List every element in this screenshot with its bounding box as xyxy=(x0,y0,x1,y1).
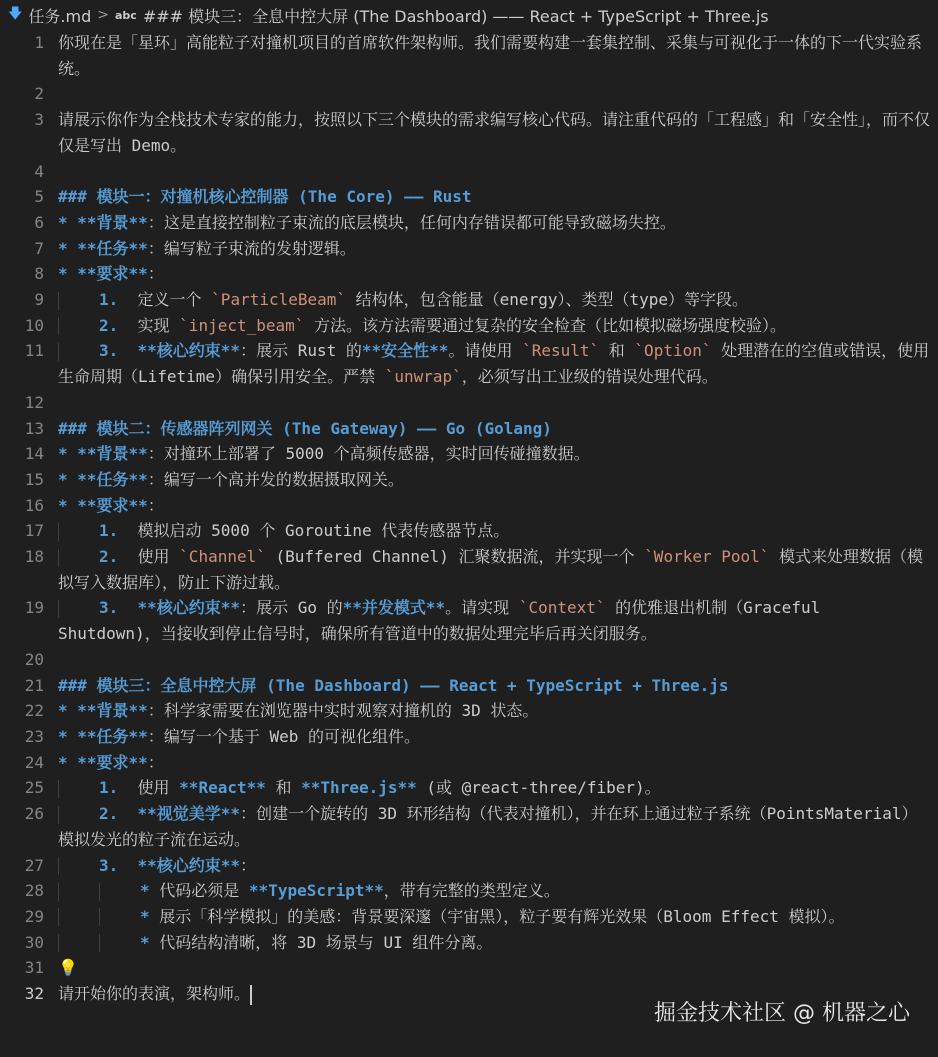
line-number: 16 xyxy=(24,495,44,515)
line-content[interactable] xyxy=(58,518,938,544)
editor-line[interactable] xyxy=(0,107,938,158)
editor-line[interactable] xyxy=(0,313,938,339)
line-content[interactable] xyxy=(58,930,938,956)
text-segment: 请开始你的表演，架构师。 xyxy=(58,984,251,1004)
bold-text: * xyxy=(140,881,150,901)
line-number: 6 xyxy=(34,212,44,232)
bold-text: * **背景** xyxy=(58,212,148,232)
line-number: 24 xyxy=(24,752,44,772)
text-segment: 使用 xyxy=(118,778,180,798)
line-number: 23 xyxy=(24,726,44,746)
text-segment: ：展示 Rust 的 xyxy=(240,341,362,361)
editor-line[interactable] xyxy=(0,416,938,442)
line-number: 30 xyxy=(24,932,44,952)
line-number: 29 xyxy=(24,906,44,926)
line-number: 27 xyxy=(24,855,44,875)
indent-guide xyxy=(58,806,99,824)
bold-text: 1. xyxy=(99,778,119,798)
bold-text: 1. xyxy=(99,521,119,541)
line-number: 2 xyxy=(34,84,44,104)
inline-code: `Result` xyxy=(522,341,600,361)
text-segment: ： xyxy=(147,752,164,772)
text-segment: 处理潜在的空值或错误，使用生命周期（Lifetime）确保引用安全。严禁 xyxy=(58,341,930,387)
text-segment: ，带有完整的类型定义。 xyxy=(383,881,560,901)
line-content[interactable] xyxy=(58,493,938,519)
line-number: 32 xyxy=(24,984,44,1004)
markdown-file-icon: 🡇 xyxy=(8,6,23,22)
line-number: 9 xyxy=(34,290,44,310)
text-segment: ：编写粒子束流的发射逻辑。 xyxy=(147,238,356,258)
line-number: 25 xyxy=(24,778,44,798)
line-content[interactable] xyxy=(58,338,938,389)
line-content[interactable] xyxy=(58,30,938,81)
line-number: 22 xyxy=(24,701,44,721)
line-content[interactable] xyxy=(58,261,938,287)
editor-line[interactable] xyxy=(0,544,938,595)
bold-text: 2. xyxy=(99,547,119,567)
inline-code: `inject_beam` xyxy=(179,315,305,335)
line-content[interactable] xyxy=(58,878,938,904)
editor-line[interactable] xyxy=(0,493,938,519)
text-segment: 模拟启动 5000 个 Goroutine 代表传感器节点。 xyxy=(118,521,510,541)
breadcrumb-section[interactable]: ### 模块三：全息中控大屏 (The Dashboard) —— React + TypeScript + Three.js xyxy=(142,6,769,26)
text-segment: ：对撞环上部署了 5000 个高频传感器，实时回传碰撞数据。 xyxy=(147,444,590,464)
text-segment xyxy=(118,856,137,875)
bold-text: **核心约束** xyxy=(137,341,241,361)
text-cursor xyxy=(250,985,252,1005)
text-segment: ：科学家需要在浏览器中实时观察对撞机的 3D 状态。 xyxy=(147,701,539,721)
lightbulb-icon[interactable]: 💡 xyxy=(58,958,78,978)
bold-text: 1. xyxy=(99,290,119,310)
line-number: 18 xyxy=(24,547,44,567)
text-segment: 。请使用 xyxy=(448,341,523,361)
line-content[interactable] xyxy=(58,750,938,776)
editor-line[interactable] xyxy=(0,595,938,646)
line-number: 8 xyxy=(34,264,44,284)
text-segment: 使用 xyxy=(118,547,180,567)
inline-code: `Channel` xyxy=(179,547,266,567)
line-content[interactable] xyxy=(58,159,938,185)
editor-line[interactable] xyxy=(0,647,938,673)
bold-text: * **任务** xyxy=(58,469,148,489)
inline-code: `Option` xyxy=(634,341,712,361)
breadcrumb-file[interactable]: 任务.md xyxy=(28,6,92,26)
inline-code: `ParticleBeam` xyxy=(211,290,347,310)
line-content[interactable] xyxy=(58,236,938,262)
bold-text: **视觉美学** xyxy=(137,804,241,824)
bold-text: * xyxy=(140,932,150,952)
editor-line[interactable] xyxy=(0,878,938,904)
text-segment: ：这是直接控制粒子束流的底层模块，任何内存错误都可能导致磁场失控。 xyxy=(147,212,676,232)
text-segment: ：展示 Go 的 xyxy=(240,598,343,618)
text-segment: 请展示你作为全栈技术专家的能力，按照以下三个模块的需求编写核心代码。请注重代码的「工程感」和「安全性」，而不仅仅是写出 Demo。 xyxy=(58,110,931,155)
editor-line[interactable] xyxy=(0,261,938,287)
editor-line[interactable] xyxy=(0,801,938,852)
bold-text: **React** xyxy=(179,778,266,798)
bold-text: 3. xyxy=(99,341,119,361)
text-segment: 。请实现 xyxy=(445,598,519,618)
inline-code: `Context` xyxy=(518,598,606,618)
bold-text: **并发模式** xyxy=(342,598,446,618)
line-content[interactable] xyxy=(58,595,938,646)
bold-text: **核心约束** xyxy=(137,598,241,618)
text-segment xyxy=(118,804,137,823)
line-number: 15 xyxy=(24,469,44,489)
bold-text: 2. xyxy=(99,804,119,824)
watermark: 掘金技术社区 @ 机器之心 xyxy=(654,1001,910,1026)
line-content[interactable] xyxy=(58,955,938,981)
line-content[interactable] xyxy=(58,210,938,236)
line-content[interactable] xyxy=(58,647,938,673)
bold-text: **Three.js** xyxy=(301,778,417,798)
text-segment: ： xyxy=(147,264,164,284)
line-number: 3 xyxy=(34,110,44,130)
line-number: 31 xyxy=(24,958,44,978)
editor-text-area[interactable] xyxy=(0,30,938,1057)
line-content[interactable] xyxy=(58,441,938,467)
line-content[interactable] xyxy=(58,287,938,313)
indent-guide xyxy=(58,292,99,310)
editor-line[interactable] xyxy=(0,853,938,879)
text-segment: 你现在是「星环」高能粒子对撞机项目的首席软件架构师。我们需要构建一套集控制、采集与可视化于一体的下一代实验系统。 xyxy=(58,33,923,78)
editor-line[interactable] xyxy=(0,441,938,467)
line-number: 10 xyxy=(24,315,44,335)
indent-guide xyxy=(58,523,99,541)
text-segment: (Buffered Channel) 汇聚数据流，并实现一个 xyxy=(265,547,645,567)
bold-text: 3. xyxy=(99,855,119,875)
indent-guide xyxy=(58,780,99,798)
editor-line[interactable] xyxy=(0,724,938,750)
line-content[interactable] xyxy=(58,724,938,750)
line-number: 4 xyxy=(34,161,44,181)
indent-guide xyxy=(58,549,99,567)
text-segment: 代码必须是 xyxy=(149,881,249,901)
text-segment: 和 xyxy=(265,778,302,798)
editor-line[interactable] xyxy=(0,904,938,930)
indent-guide xyxy=(99,908,140,926)
line-number: 17 xyxy=(24,521,44,541)
editor-line[interactable] xyxy=(0,750,938,776)
text-segment: ：编写一个高并发的数据摄取网关。 xyxy=(147,469,404,489)
indent-guide xyxy=(58,317,99,335)
line-number: 14 xyxy=(24,444,44,464)
editor-line[interactable] xyxy=(0,930,938,956)
bold-text: * **背景** xyxy=(58,701,148,721)
editor-line[interactable] xyxy=(0,775,938,801)
editor-line[interactable] xyxy=(0,673,938,699)
inline-code: `Worker Pool` xyxy=(644,547,770,567)
line-content[interactable] xyxy=(58,467,938,493)
line-number: 11 xyxy=(24,341,44,361)
line-content[interactable] xyxy=(58,775,938,801)
editor-line[interactable] xyxy=(0,159,938,185)
editor-line[interactable] xyxy=(0,287,938,313)
bold-text: **安全性** xyxy=(361,341,449,361)
text-segment: 的优雅退出机制（Graceful Shutdown)，当接收到停止信号时，确保所有管道中的数据处理完毕后再关闭服务。 xyxy=(58,598,830,644)
text-segment xyxy=(118,341,137,360)
bold-text: 2. xyxy=(99,315,119,335)
bold-text: * **要求** xyxy=(58,752,148,772)
text-segment: 和 xyxy=(599,341,635,361)
line-content[interactable] xyxy=(58,673,938,699)
editor-line[interactable] xyxy=(0,184,938,210)
text-segment: ： xyxy=(240,855,257,875)
text-segment: ，必须写出工业级的错误处理代码。 xyxy=(461,367,718,387)
line-number: 20 xyxy=(24,649,44,669)
editor-line[interactable] xyxy=(0,955,938,981)
text-segment: 代码结构清晰，将 3D 场景与 UI 组件分离。 xyxy=(149,932,493,952)
text-segment: (或 @react-three/fiber)。 xyxy=(416,778,661,798)
bold-text: * **要求** xyxy=(58,264,148,284)
line-content[interactable] xyxy=(58,416,938,442)
editor-line[interactable] xyxy=(0,698,938,724)
editor-line[interactable] xyxy=(0,236,938,262)
line-content[interactable] xyxy=(58,853,938,879)
line-content[interactable] xyxy=(58,801,938,852)
editor-line[interactable] xyxy=(0,30,938,81)
indent-guide xyxy=(99,934,140,952)
bold-text: * **任务** xyxy=(58,726,148,746)
bold-text: **TypeScript** xyxy=(248,881,384,901)
heading-text: ### 模块三：全息中控大屏 (The Dashboard) —— React + TypeScript + Three.js xyxy=(58,675,729,695)
indent-guide xyxy=(58,600,99,618)
inline-code: `unwrap` xyxy=(384,367,462,387)
text-segment: ： xyxy=(147,495,164,515)
editor-line[interactable] xyxy=(0,210,938,236)
line-number: 26 xyxy=(24,804,44,824)
indent-guide xyxy=(58,934,99,952)
line-content[interactable] xyxy=(58,904,938,930)
bold-text: * **背景** xyxy=(58,444,148,464)
line-number: 28 xyxy=(24,881,44,901)
line-number: 19 xyxy=(24,598,44,618)
text-segment: 定义一个 xyxy=(118,290,212,310)
text-segment: 展示「科学模拟」的美感：背景要深邃（宇宙黑），粒子要有辉光效果（Bloom Effect 模拟）。 xyxy=(149,906,845,926)
bold-text: 3. xyxy=(99,598,119,618)
text-segment: ：编写一个基于 Web 的可视化组件。 xyxy=(147,726,420,746)
text-segment: 方法。该方法需要通过复杂的安全检查（比如模拟磁场强度校验）。 xyxy=(304,315,787,335)
line-number: 1 xyxy=(34,33,44,52)
editor-line[interactable] xyxy=(0,390,938,416)
line-content[interactable] xyxy=(58,81,938,107)
heading-text: ### 模块一：对撞机核心控制器 (The Core) —— Rust xyxy=(58,187,472,207)
bold-text: * xyxy=(140,906,150,926)
editor-line[interactable] xyxy=(0,338,938,389)
text-segment: 实现 xyxy=(118,315,180,335)
indent-guide xyxy=(58,857,99,875)
bold-text: * **要求** xyxy=(58,495,148,515)
indent-guide xyxy=(99,883,140,901)
bold-text: * **任务** xyxy=(58,238,148,258)
line-number: 7 xyxy=(34,238,44,258)
indent-guide xyxy=(58,908,99,926)
line-number: 5 xyxy=(34,187,44,207)
breadcrumb xyxy=(0,0,938,30)
line-number: 13 xyxy=(24,418,44,438)
indent-guide xyxy=(58,343,99,361)
line-content[interactable] xyxy=(58,390,938,416)
bold-text: **核心约束** xyxy=(137,855,241,875)
text-segment: ：创建一个旋转的 3D 环形结构（代表对撞机），并在环上通过粒子系统（PointsMaterial）模拟发光的粒子流在运动。 xyxy=(58,804,918,849)
text-segment: 结构体，包含能量（energy）、类型（type）等字段。 xyxy=(346,290,748,310)
text-segment: 模式来处理数据（模拟写入数据库），防止下游过载。 xyxy=(58,547,924,592)
editor-line[interactable] xyxy=(0,467,938,493)
chevron-right-icon: > xyxy=(97,7,109,23)
editor-line[interactable] xyxy=(0,518,938,544)
line-content[interactable] xyxy=(58,544,938,595)
abc-symbol-icon: abc xyxy=(114,8,137,22)
line-content[interactable] xyxy=(58,184,938,210)
line-content[interactable] xyxy=(58,107,938,158)
heading-text: ### 模块二：传感器阵列网关 (The Gateway) —— Go (Golang) xyxy=(58,418,552,438)
line-number: 21 xyxy=(24,675,44,695)
editor-line[interactable] xyxy=(0,81,938,107)
line-number: 12 xyxy=(24,392,44,412)
line-content[interactable] xyxy=(58,313,938,339)
text-segment xyxy=(118,598,137,617)
indent-guide xyxy=(58,883,99,901)
line-content[interactable] xyxy=(58,698,938,724)
